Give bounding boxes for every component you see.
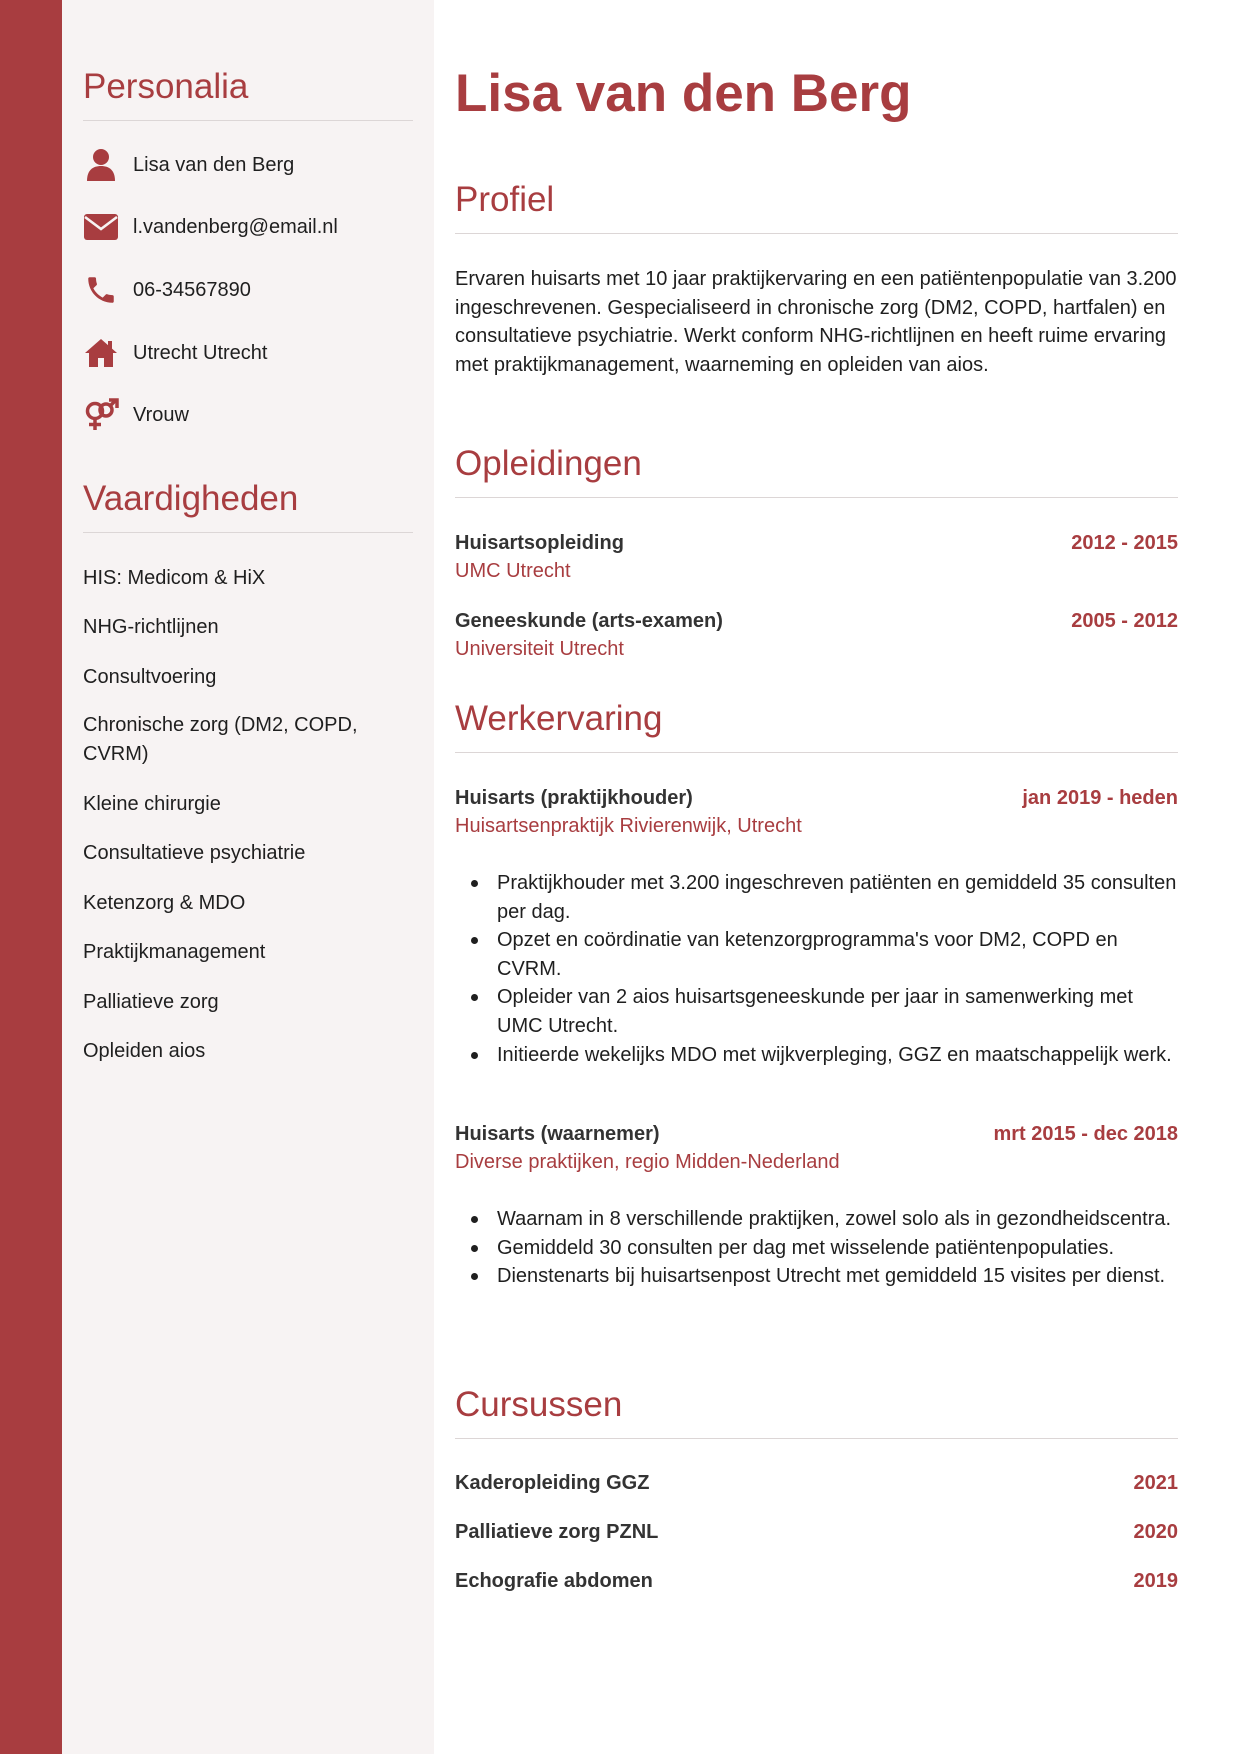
experience-item-header	[455, 1123, 1178, 1146]
skill-item: HIS: Medicom & HiX	[83, 567, 266, 589]
course-date: 2019	[1133, 1570, 1178, 1592]
skill-item: NHG-richtlijnen	[83, 616, 219, 638]
courses-heading: Cursussen	[455, 1385, 623, 1424]
education-heading: Opleidingen	[455, 444, 642, 483]
course-date: 2020	[1133, 1521, 1178, 1543]
list-item: Dienstenarts bij huisartsenpost Utrecht met gemiddeld 15 visites per dienst.	[455, 1262, 1178, 1291]
contact-phone-text: 06-34567890	[133, 278, 251, 301]
experience-org: Diverse praktijken, regio Midden-Nederland	[455, 1151, 840, 1173]
experience-heading: Werkervaring	[455, 699, 663, 738]
contact-name	[83, 145, 413, 185]
page-title: Lisa van den Berg	[455, 64, 912, 123]
experience-bullets	[455, 1205, 1178, 1291]
education-title: Huisartsopleiding	[455, 532, 624, 554]
envelope-icon	[83, 209, 119, 245]
contact-address-text: Utrecht Utrecht	[133, 341, 268, 364]
list-item: Gemiddeld 30 consulten per dag met wisselende patiëntenpopulaties.	[455, 1234, 1178, 1263]
experience-title: Huisarts (praktijkhouder)	[455, 787, 693, 809]
user-icon	[83, 147, 119, 183]
course-title: Kaderopleiding GGZ	[455, 1472, 650, 1494]
accent-strip	[0, 0, 62, 1754]
experience-bullets	[455, 869, 1178, 1069]
education-item-header	[455, 532, 1178, 555]
experience-org: Huisartsenpraktijk Rivierenwijk, Utrecht	[455, 815, 802, 837]
courses-divider	[455, 1438, 1178, 1439]
list-item: Praktijkhouder met 3.200 ingeschreven patiënten en gemiddeld 35 consulten per dag.	[455, 869, 1178, 926]
experience-divider	[455, 752, 1178, 753]
experience-item-header	[455, 787, 1178, 810]
gender-icon	[83, 397, 119, 433]
experience-date: jan 2019 - heden	[1022, 787, 1178, 809]
contact-phone	[83, 270, 413, 310]
course-row	[455, 1521, 1178, 1544]
list-item: Waarnam in 8 verschillende praktijken, zowel solo als in gezondheidscentra.	[455, 1205, 1178, 1234]
course-row	[455, 1570, 1178, 1593]
course-title: Echografie abdomen	[455, 1570, 653, 1592]
personalia-heading: Personalia	[83, 67, 249, 106]
experience-title: Huisarts (waarnemer)	[455, 1123, 660, 1145]
list-item: Initieerde wekelijks MDO met wijkverpleging, GGZ en maatschappelijk werk.	[455, 1041, 1178, 1070]
skill-item: Consultvoering	[83, 666, 217, 688]
skills-heading: Vaardigheden	[83, 479, 299, 518]
skill-item: Consultatieve psychiatrie	[83, 842, 306, 864]
skill-item: Praktijkmanagement	[83, 941, 266, 963]
profile-heading: Profiel	[455, 180, 555, 219]
home-icon	[83, 335, 119, 371]
contact-name-text: Lisa van den Berg	[133, 153, 295, 176]
education-date: 2012 - 2015	[1071, 532, 1178, 554]
skill-item: Opleiden aios	[83, 1040, 206, 1062]
contact-email	[83, 207, 413, 247]
skills-divider	[83, 532, 413, 533]
course-title: Palliatieve zorg PZNL	[455, 1521, 659, 1543]
contact-gender-text: Vrouw	[133, 403, 189, 426]
contact-address	[83, 333, 413, 373]
education-org: Universiteit Utrecht	[455, 638, 624, 660]
contact-gender	[83, 395, 413, 435]
education-divider	[455, 497, 1178, 498]
skill-item: Palliatieve zorg	[83, 991, 219, 1013]
list-item: Opzet en coördinatie van ketenzorgprogramma's voor DM2, COPD en CVRM.	[455, 926, 1178, 983]
list-item: Opleider van 2 aios huisartsgeneeskunde per jaar in samenwerking met UMC Utrecht.	[455, 983, 1178, 1040]
experience-date: mrt 2015 - dec 2018	[993, 1123, 1178, 1145]
skill-item: Kleine chirurgie	[83, 793, 221, 815]
contact-email-text: l.vandenberg@email.nl	[133, 215, 338, 238]
profile-text: Ervaren huisarts met 10 jaar praktijkervaring en een patiëntenpopulatie van 3.200 ingeschrevenen. Gespecialiseerd in chronische zorg (DM2, COPD, hartfalen) en consultatieve psychiatrie. Werkt conform NHG-richtlijnen en heeft ruime ervaring met praktijkmanagement, waarneming en opleiden van aios.	[455, 268, 1177, 376]
course-date: 2021	[1133, 1472, 1178, 1494]
education-item-header	[455, 610, 1178, 633]
education-org: UMC Utrecht	[455, 560, 571, 582]
personalia-divider	[83, 120, 413, 121]
skill-item: Chronische zorg (DM2, COPD, CVRM)	[83, 714, 358, 765]
education-title: Geneeskunde (arts-examen)	[455, 610, 723, 632]
education-date: 2005 - 2012	[1071, 610, 1178, 632]
phone-icon	[83, 272, 119, 308]
sidebar	[62, 0, 434, 1754]
skill-item: Ketenzorg & MDO	[83, 892, 246, 914]
profile-divider	[455, 233, 1178, 234]
course-row	[455, 1472, 1178, 1495]
